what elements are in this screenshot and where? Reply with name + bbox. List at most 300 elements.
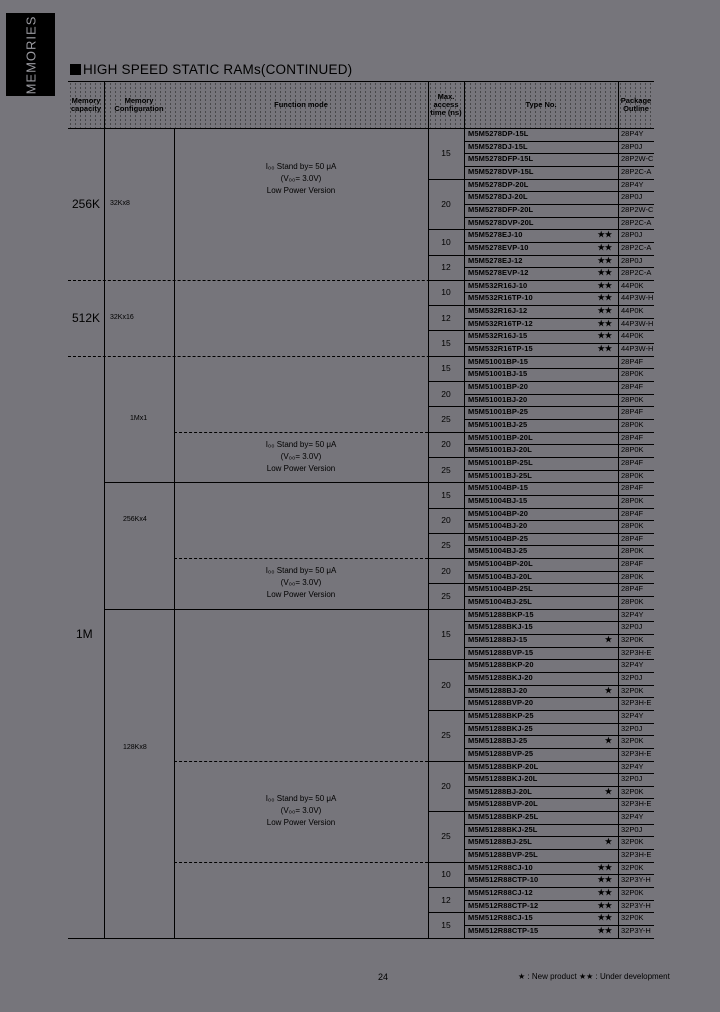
status-star-icon: ★★ [597, 888, 612, 897]
package-outline: 28P2W-C [621, 154, 654, 164]
status-star-icon: ★ [604, 685, 612, 695]
access-time: 15 [441, 629, 451, 639]
table-row [464, 191, 720, 204]
table-row [464, 217, 720, 230]
function-note-line: Low Power Version [266, 818, 336, 828]
column-divider [618, 128, 619, 938]
table-row [464, 735, 720, 748]
access-time: 20 [441, 439, 451, 450]
table-row [464, 697, 720, 710]
function-note-line: Low Power Version [266, 590, 336, 600]
type-number: M5M5278DP-20L [468, 179, 529, 189]
access-divider [428, 179, 464, 180]
status-star-icon: ★★ [597, 230, 612, 240]
package-outline: 28P4F [621, 508, 644, 518]
type-number: M5M512R88CTP-12 [468, 900, 539, 910]
package-outline: 44P0K [621, 331, 644, 341]
access-divider [428, 381, 464, 382]
type-number: M5M5278DFP-20L [468, 204, 534, 214]
package-outline: 32P0K [621, 736, 644, 746]
access-divider [428, 583, 464, 584]
access-divider [428, 330, 464, 331]
table-row [464, 621, 720, 634]
table-row [464, 609, 720, 622]
package-outline: 28P4Y [621, 129, 644, 138]
column-divider [464, 128, 465, 938]
package-outline: 32P0J [621, 672, 643, 682]
access-time: 10 [441, 869, 451, 880]
table-row [464, 811, 720, 824]
table-row [464, 141, 720, 154]
function-divider [174, 558, 428, 559]
package-outline: 44P0K [621, 280, 644, 290]
table-row [464, 520, 720, 533]
access-time: 12 [441, 894, 451, 905]
package-outline: 28P2C-A [621, 242, 652, 252]
table-row [464, 862, 720, 875]
access-divider [428, 710, 464, 711]
package-outline: 32P3Y-H [621, 875, 651, 885]
column-divider [104, 128, 105, 938]
table-row [464, 229, 720, 242]
status-star-icon: ★★ [597, 913, 612, 923]
package-outline: 44P0K [621, 306, 644, 316]
type-number: M5M512R88CTP-10 [468, 875, 539, 885]
header-package: Package Outline [620, 96, 652, 113]
table-row [464, 444, 720, 457]
package-outline: 28P0K [621, 445, 644, 455]
type-number: M5M5278EVP-10 [468, 242, 529, 252]
package-outline: 28P0K [621, 495, 644, 505]
access-time: 10 [441, 236, 451, 247]
capacity-1m: 1M [76, 627, 93, 641]
type-number: M5M512R88CJ-12 [468, 888, 533, 897]
type-number: M5M51288BKP-20L [468, 761, 539, 771]
status-star-icon: ★★ [597, 318, 612, 328]
function-note-line: (V₀₀= 3.0V) [280, 578, 322, 588]
type-number: M5M51288BKJ-25 [468, 723, 533, 733]
type-number: M5M51288BKJ-15 [468, 622, 533, 632]
package-outline: 32P0K [621, 786, 644, 796]
package-outline: 32P4Y [621, 660, 644, 670]
type-number: M5M51001BP-25L [468, 457, 533, 467]
type-number: M5M51001BJ-20 [468, 394, 528, 404]
type-number: M5M51288BJ-15 [468, 635, 528, 644]
section-tab-label: MEMORIES [23, 15, 38, 94]
status-star-icon: ★★ [597, 306, 612, 316]
type-number: M5M5278EJ-12 [468, 255, 523, 265]
access-time: 20 [441, 679, 451, 690]
package-outline: 44P3W-H [621, 318, 654, 328]
access-time: 10 [441, 287, 451, 298]
status-star-icon: ★★ [597, 900, 612, 910]
type-number: M5M51004BP-15 [468, 483, 529, 493]
status-star-icon: ★★ [597, 344, 612, 354]
table-row [464, 242, 720, 255]
type-number: M5M51288BKJ-20 [468, 672, 533, 682]
package-outline: 28P0J [621, 141, 643, 151]
access-divider [428, 406, 464, 407]
type-number: M5M51288BVP-25 [468, 748, 534, 758]
table-row [464, 545, 720, 558]
section-divider [68, 356, 654, 357]
type-number: M5M532R16J-12 [468, 306, 528, 316]
access-time: 25 [441, 591, 451, 602]
table-row [464, 432, 720, 445]
section-divider [68, 280, 654, 281]
access-divider [428, 659, 464, 660]
type-number: M5M5278DVP-15L [468, 166, 534, 176]
header-type-no: Type No. [525, 100, 557, 109]
type-number: M5M51004BP-25L [468, 584, 533, 594]
package-outline: 32P3H-E [621, 698, 652, 708]
type-number: M5M51001BP-20L [468, 432, 533, 442]
access-time: 15 [441, 338, 451, 349]
access-divider [428, 862, 464, 863]
status-star-icon: ★★ [597, 331, 612, 341]
function-note-line: I₀₀ Stand by= 50 μA [265, 439, 337, 449]
status-star-icon: ★★ [597, 925, 612, 935]
table-row [464, 533, 720, 546]
package-outline: 28P0K [621, 470, 644, 480]
access-divider [428, 887, 464, 888]
type-number: M5M51288BKP-25L [468, 812, 539, 822]
package-outline: 44P3W-H [621, 293, 654, 303]
table-row [464, 596, 720, 609]
table-row [464, 255, 720, 268]
type-number: M5M51004BP-25 [468, 533, 529, 543]
type-number: M5M51288BKJ-25L [468, 824, 538, 834]
table-row [464, 887, 720, 900]
config-128kx8: 128Kx8 [123, 743, 147, 751]
column-divider [174, 128, 175, 938]
package-outline: 28P4F [621, 559, 644, 569]
table-row [464, 305, 720, 318]
function-note-3 [191, 793, 411, 829]
access-time: 20 [441, 780, 451, 791]
table-row [464, 153, 720, 166]
table-row [464, 571, 720, 584]
type-number: M5M51004BJ-20L [468, 571, 532, 581]
function-note-1 [191, 439, 411, 475]
access-time: 20 [441, 515, 451, 526]
column-divider [428, 128, 429, 938]
package-outline: 32P3Y-H [621, 900, 651, 910]
access-time: 20 [441, 388, 451, 399]
package-outline: 32P4Y [621, 812, 644, 822]
config-divider [104, 482, 654, 483]
config-32kx16: 32Kx16 [110, 313, 134, 321]
type-number: M5M51001BP-20 [468, 382, 529, 391]
package-outline: 28P0K [621, 571, 644, 581]
type-number: M5M51288BKP-15 [468, 609, 534, 619]
package-outline: 28P4F [621, 584, 644, 594]
config-32kx8: 32Kx8 [110, 199, 130, 207]
config-divider [104, 609, 654, 610]
function-note-line: Low Power Version [266, 463, 336, 473]
status-star-icon: ★★ [597, 268, 612, 278]
table-row [464, 280, 720, 293]
section-tab-memories [6, 13, 55, 96]
table-bottom [68, 938, 654, 939]
package-outline: 28P2C-A [621, 268, 652, 278]
table-row [464, 292, 720, 305]
function-note-line: (V₀₀= 3.0V) [280, 173, 322, 183]
type-number: M5M51288BVP-15 [468, 647, 534, 657]
package-outline: 32P3H-E [621, 850, 652, 860]
type-number: M5M512R88CJ-10 [468, 862, 533, 872]
type-number: M5M5278EJ-10 [468, 230, 523, 240]
package-outline: 32P3H-E [621, 748, 652, 758]
type-number: M5M51001BJ-15 [468, 369, 528, 379]
type-number: M5M5278DP-15L [468, 129, 529, 138]
package-outline: 28P2W-C [621, 204, 654, 214]
access-divider [428, 457, 464, 458]
type-number: M5M532R16TP-15 [468, 344, 533, 354]
status-star-icon: ★ [604, 736, 612, 746]
access-time: 15 [441, 919, 451, 930]
table-row [464, 583, 720, 596]
package-outline: 32P4Y [621, 710, 644, 720]
type-number: M5M512R88CJ-15 [468, 913, 533, 923]
capacity-256k: 256K [72, 196, 101, 211]
package-outline: 32P0K [621, 888, 644, 897]
table-row [464, 394, 720, 407]
table-row [464, 508, 720, 521]
table-row [464, 457, 720, 470]
table-row [464, 179, 720, 192]
function-divider [174, 761, 428, 762]
table-row [464, 368, 720, 381]
table-row [464, 419, 720, 432]
status-star-icon: ★ [604, 635, 612, 644]
package-outline: 28P0J [621, 192, 643, 202]
table-row [464, 659, 720, 672]
package-outline: 32P0K [621, 685, 644, 695]
access-divider [428, 558, 464, 559]
table-row [464, 356, 720, 369]
access-time: 25 [441, 413, 451, 424]
status-star-icon: ★★ [597, 255, 612, 265]
status-star-icon: ★★ [597, 875, 612, 885]
type-number: M5M51288BJ-20L [468, 786, 532, 796]
package-outline: 32P0K [621, 635, 644, 644]
table-row [464, 798, 720, 811]
package-outline: 32P3Y-H [621, 925, 651, 935]
type-number: M5M51288BVP-25L [468, 850, 538, 860]
star-legend: ★ : New product ★★ : Under development [518, 972, 670, 981]
function-note-line: Low Power Version [266, 185, 336, 195]
access-time: 20 [441, 198, 451, 209]
table-row [464, 761, 720, 774]
table-row [464, 330, 720, 343]
table-row [464, 748, 720, 761]
table-row [464, 849, 720, 862]
access-time: 25 [441, 540, 451, 551]
package-outline: 32P4Y [621, 609, 644, 619]
package-outline: 44P3W-H [621, 344, 654, 354]
table-row [464, 470, 720, 483]
package-outline: 32P3H-E [621, 799, 652, 809]
header-capacity: Memory capacity [70, 96, 102, 113]
package-outline: 32P0K [621, 837, 644, 847]
access-divider [428, 432, 464, 433]
package-outline: 32P0K [621, 862, 644, 872]
function-note-0 [191, 161, 411, 197]
capacity-512k: 512K [72, 310, 101, 325]
access-divider [428, 255, 464, 256]
access-divider [428, 508, 464, 509]
package-outline: 28P0K [621, 521, 644, 531]
package-outline: 32P0J [621, 622, 643, 632]
function-divider [174, 862, 428, 863]
package-outline: 28P0K [621, 369, 644, 379]
access-divider [428, 811, 464, 812]
package-outline: 32P0J [621, 774, 643, 784]
type-number: M5M532R16J-10 [468, 280, 528, 290]
table-row [464, 773, 720, 786]
table-row [464, 204, 720, 217]
type-number: M5M51004BJ-25L [468, 597, 532, 607]
type-number: M5M51288BVP-20 [468, 698, 534, 708]
package-outline: 28P4F [621, 356, 644, 366]
table-row [464, 672, 720, 685]
function-note-line: (V₀₀= 3.0V) [280, 451, 322, 461]
type-number: M5M512R88CTP-15 [468, 925, 539, 935]
access-time: 12 [441, 262, 451, 273]
type-number: M5M51004BP-20L [468, 559, 533, 569]
type-number: M5M51004BJ-20 [468, 521, 528, 531]
package-outline: 28P2C-A [621, 166, 652, 176]
table-row [464, 836, 720, 849]
function-divider [174, 432, 428, 433]
status-star-icon: ★ [604, 837, 612, 847]
table-row [464, 723, 720, 736]
access-time: 15 [441, 148, 451, 159]
type-number: M5M532R16J-15 [468, 331, 528, 341]
access-time: 25 [441, 730, 451, 741]
table-row [464, 912, 720, 925]
access-time: 15 [441, 363, 451, 374]
table-header [68, 81, 654, 129]
package-outline: 28P0K [621, 419, 644, 429]
header-access-time: Max. access time (ns) [430, 92, 462, 117]
table-row [464, 925, 720, 938]
package-outline: 32P0K [621, 913, 644, 923]
type-number: M5M5278DFP-15L [468, 154, 534, 164]
type-number: M5M5278DVP-20L [468, 217, 534, 227]
page-title-text: HIGH SPEED STATIC RAMs(CONTINUED) [83, 62, 353, 77]
type-number: M5M51288BJ-20 [468, 685, 528, 695]
status-star-icon: ★ [604, 786, 612, 796]
table-row [464, 824, 720, 837]
access-time: 20 [441, 565, 451, 576]
header-configuration: Memory Configuration [114, 96, 164, 113]
config-1mx1: 1Mx1 [130, 414, 148, 422]
package-outline: 28P4F [621, 382, 644, 391]
type-number: M5M51288BJ-25L [468, 837, 532, 847]
table-row [464, 900, 720, 913]
status-star-icon: ★★ [597, 293, 612, 303]
table-row [464, 318, 720, 331]
type-number: M5M5278DJ-15L [468, 141, 528, 151]
package-outline: 28P4F [621, 432, 644, 442]
type-number: M5M51004BJ-25 [468, 546, 528, 556]
table-row [464, 874, 720, 887]
table-row [464, 482, 720, 495]
type-number: M5M51288BJ-25 [468, 736, 528, 746]
function-note-line: (V₀₀= 3.0V) [280, 806, 322, 816]
package-outline: 28P0J [621, 230, 643, 240]
package-outline: 32P3H-E [621, 647, 652, 657]
type-number: M5M51004BP-20 [468, 508, 529, 518]
package-outline: 28P0K [621, 546, 644, 556]
package-outline: 28P0K [621, 597, 644, 607]
type-number: M5M532R16TP-12 [468, 318, 533, 328]
table-row [464, 634, 720, 647]
package-outline: 28P4Y [621, 179, 644, 189]
type-number: M5M51001BP-15 [468, 356, 529, 366]
header-function: Function mode [274, 100, 328, 109]
access-divider [428, 761, 464, 762]
package-outline: 32P0J [621, 723, 643, 733]
function-note-2 [191, 565, 411, 601]
table-row [464, 558, 720, 571]
table-row [464, 381, 720, 394]
status-star-icon: ★★ [597, 280, 612, 290]
table-row [464, 406, 720, 419]
function-note-line: I₀₀ Stand by= 50 μA [265, 794, 337, 804]
package-outline: 28P4F [621, 457, 644, 467]
package-outline: 32P4Y [621, 761, 644, 771]
access-time: 12 [441, 312, 451, 323]
type-number: M5M51001BJ-25 [468, 419, 528, 429]
function-note-line: I₀₀ Stand by= 50 μA [265, 566, 337, 576]
package-outline: 28P0K [621, 394, 644, 404]
table-row [464, 128, 720, 141]
type-number: M5M51001BP-25 [468, 407, 529, 417]
page-number: 24 [378, 972, 389, 982]
square-bullet-icon [70, 64, 81, 75]
type-number: M5M51004BJ-15 [468, 495, 528, 505]
package-outline: 28P4F [621, 407, 644, 417]
status-star-icon: ★★ [597, 242, 612, 252]
type-number: M5M5278EVP-12 [468, 268, 529, 278]
package-outline: 28P2C-A [621, 217, 652, 227]
table-row [464, 495, 720, 508]
package-outline: 28P4F [621, 533, 644, 543]
config-256kx4: 256Kx4 [123, 516, 147, 524]
page-title [70, 62, 352, 77]
table-row [464, 710, 720, 723]
type-number: M5M51001BJ-20L [468, 445, 532, 455]
access-time: 25 [441, 464, 451, 475]
type-number: M5M51288BKP-25 [468, 710, 534, 720]
type-number: M5M51001BJ-25L [468, 470, 532, 480]
type-number: M5M532R16TP-10 [468, 293, 533, 303]
access-divider [428, 305, 464, 306]
access-time: 25 [441, 831, 451, 842]
type-number: M5M51288BKJ-20L [468, 774, 538, 784]
function-note-line: I₀₀ Stand by= 50 μA [265, 161, 337, 171]
access-divider [428, 533, 464, 534]
table-row [464, 267, 720, 280]
access-time: 15 [441, 489, 451, 500]
table-row [464, 685, 720, 698]
package-outline: 28P0J [621, 255, 643, 265]
type-number: M5M5278DJ-20L [468, 192, 528, 202]
package-outline: 28P4F [621, 483, 644, 493]
